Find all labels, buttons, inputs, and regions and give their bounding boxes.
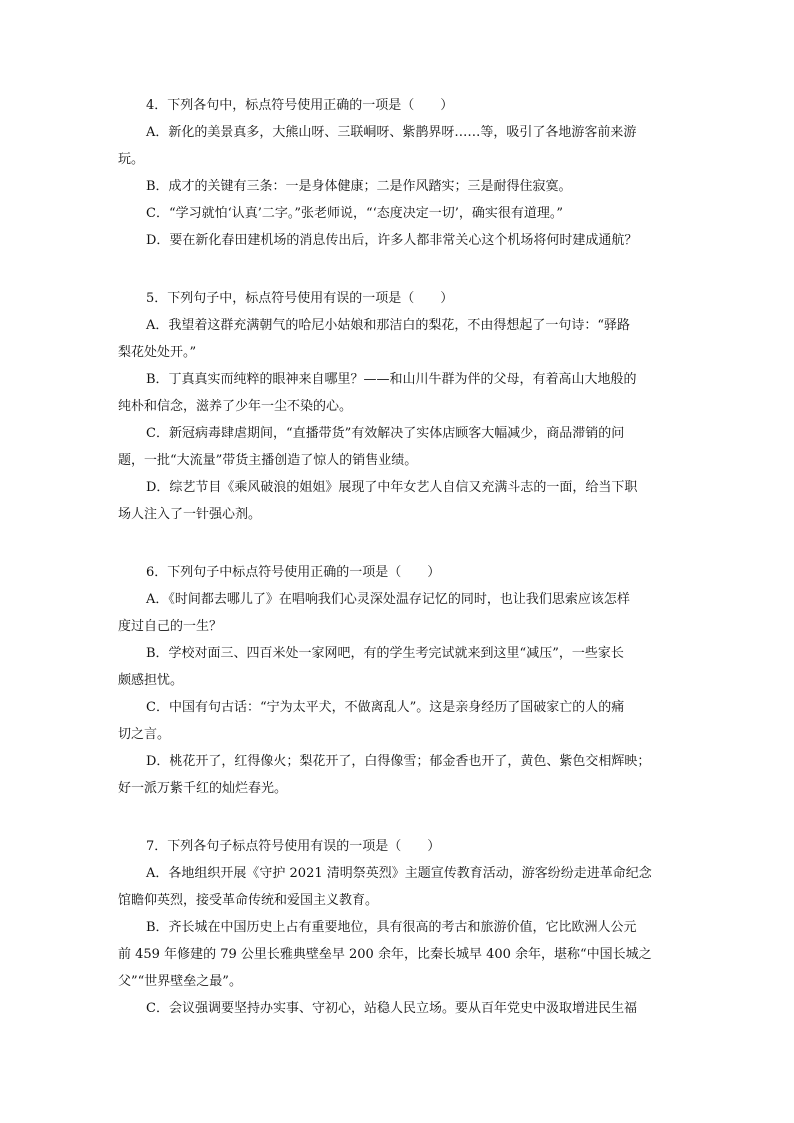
answer-option: C．新冠病毒肆虐期间，“直播带货”有效解决了实体店顾客大幅减少，商品滞销的问: [146, 426, 625, 441]
answer-option: B．丁真真实而纯粹的眼神来自哪里？——和山川牛群为伴的父母，有着高山大地般的: [146, 372, 637, 387]
answer-option: A．各地组织开展《守护 2021 清明祭英烈》主题宣传教育活动，游客纷纷走进革命纪念: [146, 866, 652, 881]
option-continuation: 度过自己的一生？: [118, 619, 223, 634]
option-continuation: 场人注入了一针强心剂。: [118, 507, 262, 522]
option-continuation: 纯朴和信念，滋养了少年一尘不染的心。: [118, 399, 353, 414]
question-stem: 4．下列各句中，标点符号使用正确的一项是（ ）: [146, 98, 454, 113]
question-stem: 6．下列句子中标点符号使用正确的一项是（ ）: [146, 565, 441, 580]
option-continuation: 颇感担忧。: [118, 673, 184, 688]
question-block: [118, 92, 682, 254]
option-continuation: 好一派万紫千红的灿烂春光。: [118, 781, 288, 796]
option-continuation: 玩。: [118, 152, 145, 167]
option-continuation: 题，一批“大流量”带货主播创造了惊人的销售业绩。: [118, 453, 418, 468]
answer-option: A．我望着这群充满朝气的哈尼小姑娘和那洁白的梨花，不由得想起了一句诗：“驿路: [146, 318, 631, 333]
answer-option: B．学校对面三、四百米处一家网吧，有的学生考完试就来到这里“减压”，一些家长: [146, 646, 624, 661]
option-continuation: 梨花处处开。”: [118, 345, 197, 360]
option-continuation: 切之言。: [118, 727, 171, 742]
question-block: [118, 559, 682, 802]
answer-option: D．桃花开了，红得像火；梨花开了，白得像雪；郁金香也开了，黄色、紫色交相辉映；: [146, 754, 651, 769]
answer-option: A．新化的美景真多，大熊山呀、三联峒呀、紫鹊界呀……等，吸引了各地游客前来游: [146, 125, 637, 140]
option-continuation: 前 459 年修建的 79 公里长雅典壁垒早 200 余年，比秦长城早 400 余年，堪称“中国长城之: [118, 947, 652, 962]
answer-option: C．会议强调要坚持办实事、守初心，站稳人民立场。要从百年党史中汲取增进民生福: [146, 1001, 637, 1016]
answer-option: A．《时间都去哪儿了》在唱响我们心灵深处温存记忆的同时，也让我们思索应该怎样: [146, 592, 630, 607]
answer-option: D．要在新化春田建机场的消息传出后，许多人都非常关心这个机场将何时建成通航？: [146, 233, 638, 248]
option-continuation: 父”“世界壁垒之最”。: [118, 974, 242, 989]
answer-option: D．综艺节目《乘风破浪的姐姐》展现了中年女艺人自信又充满斗志的一面，给当下职: [146, 480, 638, 495]
option-continuation: 馆瞻仰英烈，接受革命传统和爱国主义教育。: [118, 893, 379, 908]
question-block: [118, 285, 682, 528]
answer-option: B．齐长城在中国历史上占有重要地位，具有很高的考古和旅游价值，它比欧洲人公元: [146, 920, 637, 935]
question-stem: 5．下列句子中，标点符号使用有误的一项是（ ）: [146, 291, 454, 306]
question-stem: 7．下列各句子标点符号使用有误的一项是（ ）: [146, 839, 441, 854]
answer-option: C．中国有句古话：“宁为太平犬，不做离乱人”。这是亲身经历了国破家亡的人的痛: [146, 700, 625, 715]
answer-option: B．成才的关键有三条：一是身体健康；二是作风踏实；三是耐得住寂寞。: [146, 179, 572, 194]
question-block: [118, 833, 682, 1022]
answer-option: C．“学习就怕‘认真’二字。”张老师说，“‘态度决定一切’，确实很有道理。”: [146, 206, 564, 221]
